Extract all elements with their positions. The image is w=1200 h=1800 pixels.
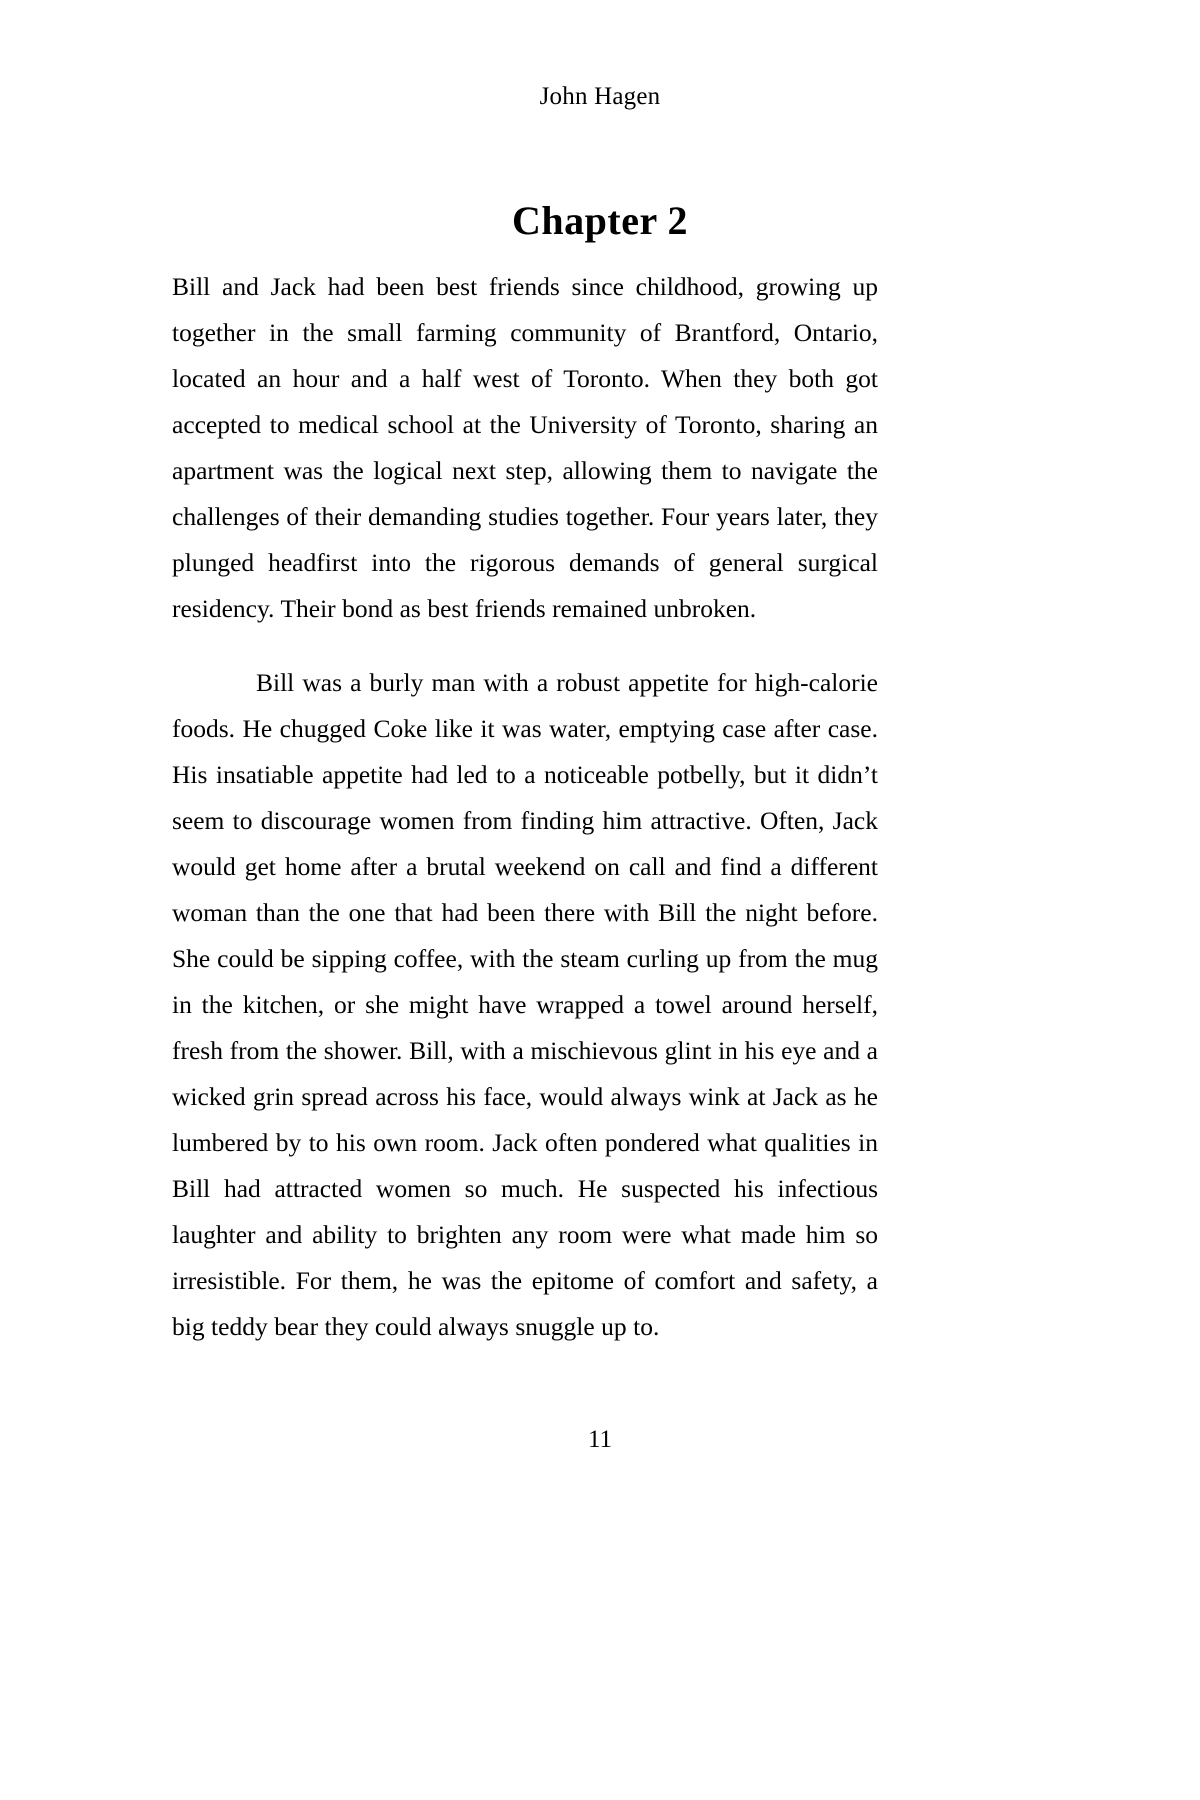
page-title: Chapter 2 [512,197,688,243]
body-text-column [172,264,878,1350]
body-paragraph: Bill and Jack had been best friends since childhood, growing up together in the small farming community of Brantford, Ontario, located an hour and a half west of Toronto. When they both got accepted to medical school at the University of Toronto, sharing an apartment was the logical next step, allowing them to navigate the challenges of their demanding studies together. Four years later, they plunged headfirst into the rigorous demands of general surgical residency. Their bond as best friends remained unbroken. [172,272,878,623]
page-number: 11 [587,1426,613,1453]
running-header: John Hagen [539,83,661,110]
body-paragraph: Bill was a burly man with a robust appetite for high-calorie foods. He chugged Coke like it was water, emptying case after case. His insatiable appetite had led to a noticeable potbelly, but it didn’t seem to discourage women from finding him attractive. Often, Jack would get home after a brutal weekend on call and find a different woman than the one that had been there with Bill the night before. She could be sipping coffee, with the steam curling up from the mug in the kitchen, or she might have wrapped a towel around herself, fresh from the shower. Bill, with a mischievous glint in his eye and a wicked grin spread across his face, would always wink at Jack as he lumbered by to his own room. Jack often pondered what qualities in Bill had attracted women so much. He suspected his infectious laughter and ability to brighten any room were what made him so irresistible. For them, he was the epitome of comfort and safety, a big teddy bear they could always snuggle up to. [172,668,878,1341]
